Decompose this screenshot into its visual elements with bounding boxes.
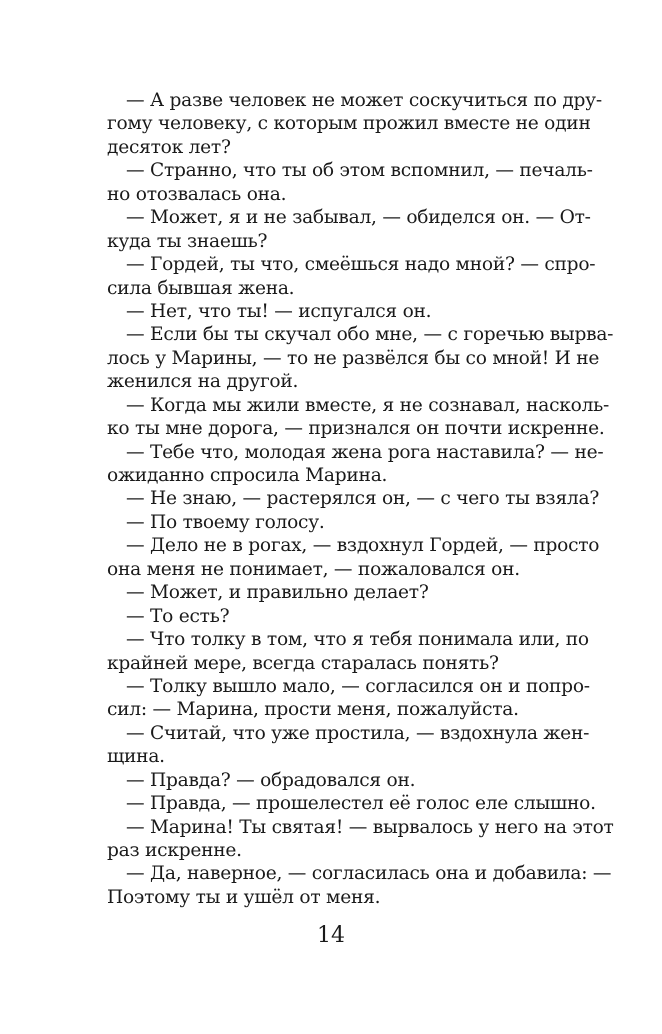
text-line: — Дело не в рогах, — вздохнул Гордей, — просто	[126, 535, 600, 557]
text-line: — То есть?	[126, 605, 230, 627]
text-line: она меня не понимает, — пожаловался он.	[107, 558, 520, 580]
text-line: сил: — Марина, прости меня, пожалуйста.	[107, 699, 519, 721]
book-page-text	[107, 89, 614, 909]
text-line: — Гордей, ты что, смеёшься надо мной? — спро-	[126, 254, 596, 276]
text-line: — Если бы ты скучал обо мне, — с горечью вырва-	[126, 324, 614, 346]
text-line: — Что толку в том, что я тебя понимала или, по	[126, 629, 589, 651]
text-line: — А разве человек не может соскучиться по дру-	[126, 90, 602, 111]
text-line: но отозвалась она.	[107, 183, 287, 205]
text-line: — Марина! Ты святая! — вырвалось у него на этот	[126, 816, 614, 838]
text-line: щина.	[107, 746, 165, 768]
text-line: десяток лет?	[107, 136, 231, 158]
text-line: лось у Марины, — то не развёлся бы со мной! И не	[107, 347, 600, 369]
text-line: — Правда? — обрадовался он.	[126, 769, 416, 791]
text-line: раз искренне.	[107, 840, 242, 861]
text-line: сила бывшая жена.	[107, 277, 295, 299]
text-line: ожиданно спросила Марина.	[107, 465, 388, 486]
text-line: женился на другой.	[107, 371, 299, 393]
text-line: — По твоему голосу.	[126, 511, 325, 533]
text-line: — Правда, — прошелестел её голос еле слышно.	[126, 793, 596, 815]
text-line: Поэтому ты и ушёл от меня.	[107, 886, 381, 908]
text-line: — Когда мы жили вместе, я не сознавал, насколь-	[126, 394, 610, 416]
text-line: — Считай, что уже простила, — вздохнула жен-	[126, 722, 590, 744]
text-line: — Да, наверное, — согласилась она и добавила: —	[126, 863, 612, 885]
page-number: 14	[317, 923, 345, 948]
text-line: — Странно, что ты об этом вспомнил, — печаль-	[126, 160, 593, 182]
text-line: — Толку вышло мало, — согласился он и попро-	[126, 675, 590, 697]
text-line: — Нет, что ты! — испугался он.	[126, 300, 432, 322]
text-line: гому человеку, с которым прожил вместе не один	[107, 113, 591, 135]
text-line: — Может, и правильно делает?	[126, 582, 429, 604]
text-line: — Тебе что, молодая жена рога наставила? — не-	[126, 441, 604, 463]
text-line: ко ты мне дорога, — признался он почти искренне.	[107, 418, 605, 440]
text-line: — Не знаю, — растерялся он, — с чего ты взяла?	[126, 488, 600, 510]
text-line: крайней мере, всегда старалась понять?	[107, 652, 499, 674]
text-line: куда ты знаешь?	[107, 230, 268, 252]
text-line: — Может, я и не забывал, — обиделся он. — От-	[126, 207, 591, 229]
